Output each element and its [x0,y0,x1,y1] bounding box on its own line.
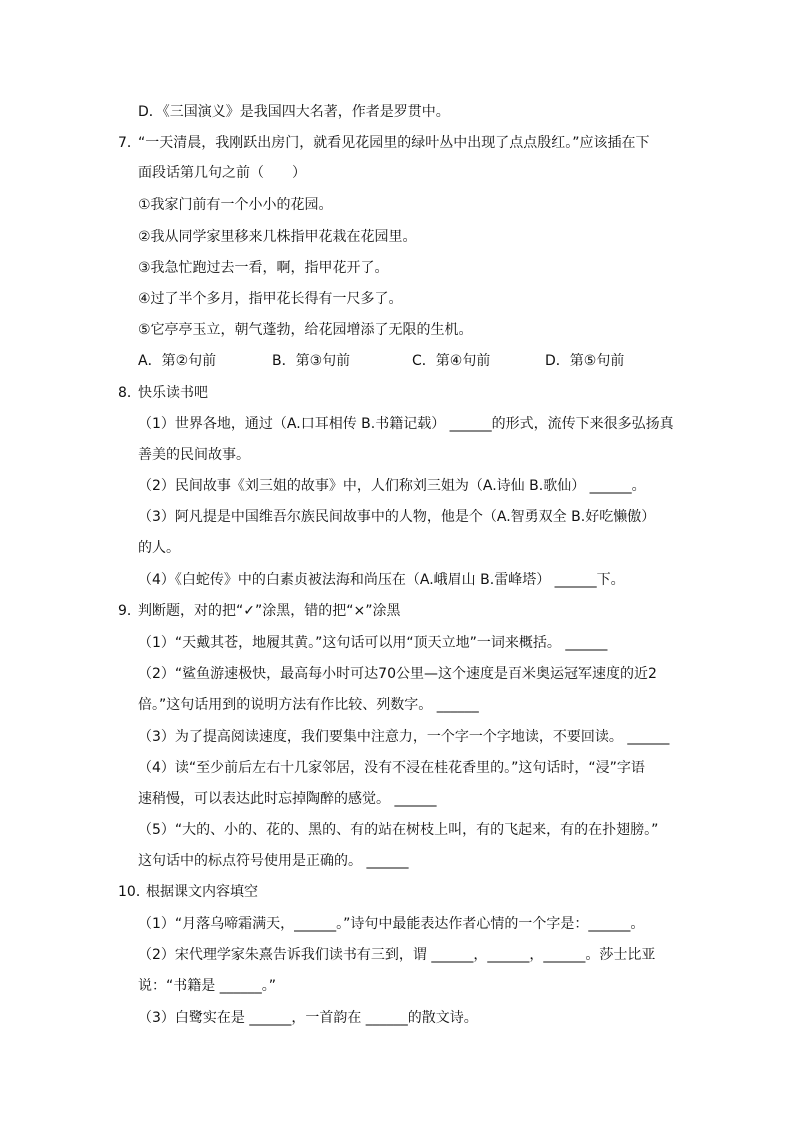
q7-stem-line1: “一天清晨，我刚跃出房门，就看见花园里的绿叶丛中出现了点点殷红。”应该插在下 [138,135,650,151]
q10-item: （2）宋代理学家朱熹告诉我们读书有三到，谓 ______，______，______。莎士比亚 [138,947,656,963]
q8-item: （2）民间故事《刘三姐的故事》中，人们称刘三姐为（A.诗仙 B.歌仙） ______。 [138,478,646,494]
q7-option-b: B．第③句前 [272,353,351,369]
q8-item: 善美的民间故事。 [138,447,250,463]
q7-sentence: ④过了半个多月，指甲花长得有一尺多了。 [138,291,403,307]
q7-number: 7． [118,135,141,151]
q9-item: （2）“鲨鱼游速极快，最高每小时可达70公里—这个速度是百米奥运冠军速度的近2 [138,666,657,682]
q9-item: 这句话中的标点符号使用是正确的。 ______ [138,853,409,869]
q10-number: 10． [118,884,150,900]
q9-item: （4）读“至少前后左右十几家邻居，没有不浸在桂花香里的。”这句话时，“浸”字语 [138,760,645,776]
q10-item: （3）白鹭实在是 ______，一首韵在 ______的散文诗。 [138,1010,478,1026]
q8-item: 的人。 [138,540,180,556]
q9-title: 判断题，对的把“✓”涂黑，错的把“×”涂黑 [138,603,401,619]
q8-item: （4）《白蛇传》中的白素贞被法海和尚压在（A.峨眉山 B.雷峰塔） ______下。 [138,572,625,588]
q9-number: 9． [118,603,141,619]
q9-item: （5）“大的、小的、花的、黑的、有的站在树枝上叫，有的飞起来，有的在扑翅膀。” [138,822,659,838]
q7-option-c: C．第④句前 [412,353,491,369]
q7-sentence: ①我家门前有一个小小的花园。 [138,197,333,213]
q8-item: （3）阿凡提是中国维吾尔族民间故事中的人物，他是个（A.智勇双全 B.好吃懒傲） [138,509,656,525]
q7-sentence: ②我从同学家里移来几株指甲花栽在花园里。 [138,229,417,245]
q9-item: （3）为了提高阅读速度，我们要集中注意力，一个字一个字地读，不要回读。 ______ [138,729,670,745]
q7-stem-line2: 面段话第几句之前（ ） [138,165,306,181]
q10-title: 根据课文内容填空 [146,884,258,900]
q10-item: 说：“书籍是 ______。” [138,978,276,994]
q9-item: 倍。”这句话用到的说明方法有作比较、列数字。 ______ [138,697,479,713]
q7-sentence: ⑤它亭亭玉立，朝气蓬勃，给花园增添了无限的生机。 [138,322,473,338]
q8-title: 快乐读书吧 [138,385,208,401]
q8-item: （1）世界各地，通过（A.口耳相传 B.书籍记载） ______的形式，流传下来很多弘扬真 [138,416,674,432]
q9-item: 速稍慢，可以表达此时忘掉陶醉的感觉。 ______ [138,791,437,807]
q7-option-d: D．第⑤句前 [545,353,625,369]
q6-option-d: D．《三国演义》是我国四大名著，作者是罗贯中。 [138,104,450,120]
q7-option-a: A．第②句前 [138,353,217,369]
q7-sentence: ③我急忙跑过去一看，啊，指甲花开了。 [138,260,389,276]
q8-number: 8． [118,385,141,401]
q10-item: （1）“月落乌啼霜满天，______。”诗句中最能表达作者心情的一个字是：______。 [138,916,645,932]
q9-item: （1）“天戴其苍，地履其黄。”这句话可以用“顶天立地”一词来概括。 ______ [138,635,608,651]
